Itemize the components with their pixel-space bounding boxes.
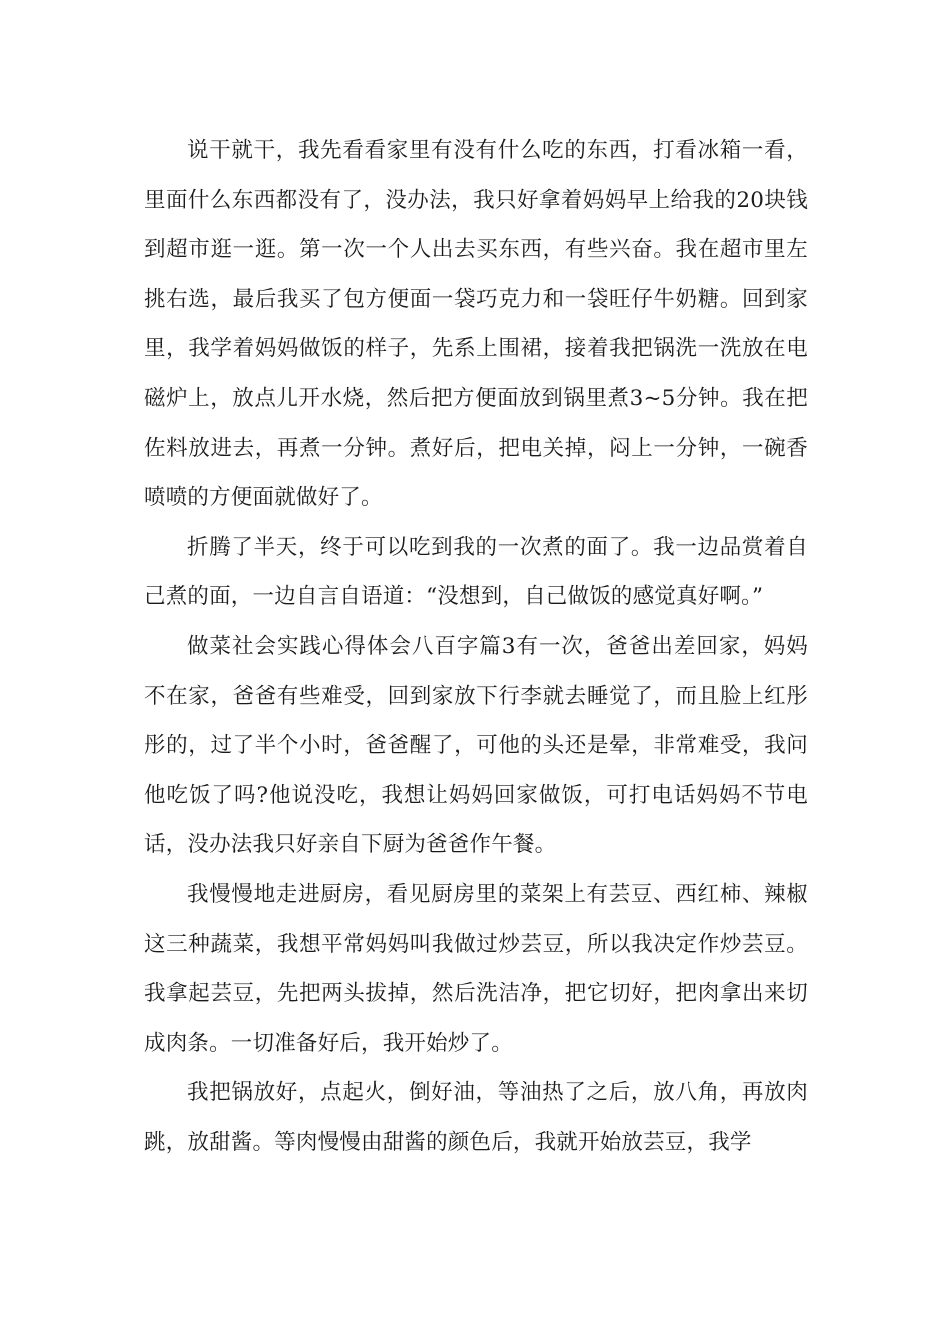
paragraph: 做菜社会实践心得体会八百字篇3有一次，爸爸出差回家，妈妈不在家，爸爸有些难受，回到家放下行李就去睡觉了，而且脸上红彤彤的，过了半个小时，爸爸醒了，可他的头还是晕，非常难受，我问他吃饭了吗?他说没吃，我想让妈妈回家做饭，可打电话妈妈不节电话，没办法我只好亲自下厨为爸爸作午餐。: [144, 633, 808, 858]
document-body: [144, 126, 808, 1167]
paragraph: 我慢慢地走进厨房，看见厨房里的菜架上有芸豆、西红柿、辣椒这三种蔬菜，我想平常妈妈叫我做过炒芸豆，所以我决定作炒芸豆。我拿起芸豆，先把两头拔掉，然后洗洁净，把它切好，把肉拿出来切成肉条。一切准备好后，我开始炒了。: [144, 881, 808, 1056]
paragraph: 说干就干，我先看看家里有没有什么吃的东西，打看冰箱一看，里面什么东西都没有了，没办法，我只好拿着妈妈早上给我的20块钱到超市逛一逛。第一次一个人出去买东西，有些兴奋。我在超市里左挑右选，最后我买了包方便面一袋巧克力和一袋旺仔牛奶糖。回到家里，我学着妈妈做饭的样子，先系上围裙，接着我把锅洗一洗放在电磁炉上，放点儿开水烧，然后把方便面放到锅里煮3~5分钟。我在把佐料放进去，再煮一分钟。煮好后，把电关掉，闷上一分钟，一碗香喷喷的方便面就做好了。: [144, 138, 808, 511]
paragraph: 折腾了半天，终于可以吃到我的一次煮的面了。我一边品赏着自己煮的面，一边自言自语道：“没想到，自己做饭的感觉真好啊。”: [144, 534, 808, 610]
paragraph: 我把锅放好，点起火，倒好油，等油热了之后，放八角，再放肉跳，放甜酱。等肉慢慢由甜酱的颜色后，我就开始放芸豆，我学: [144, 1080, 808, 1155]
